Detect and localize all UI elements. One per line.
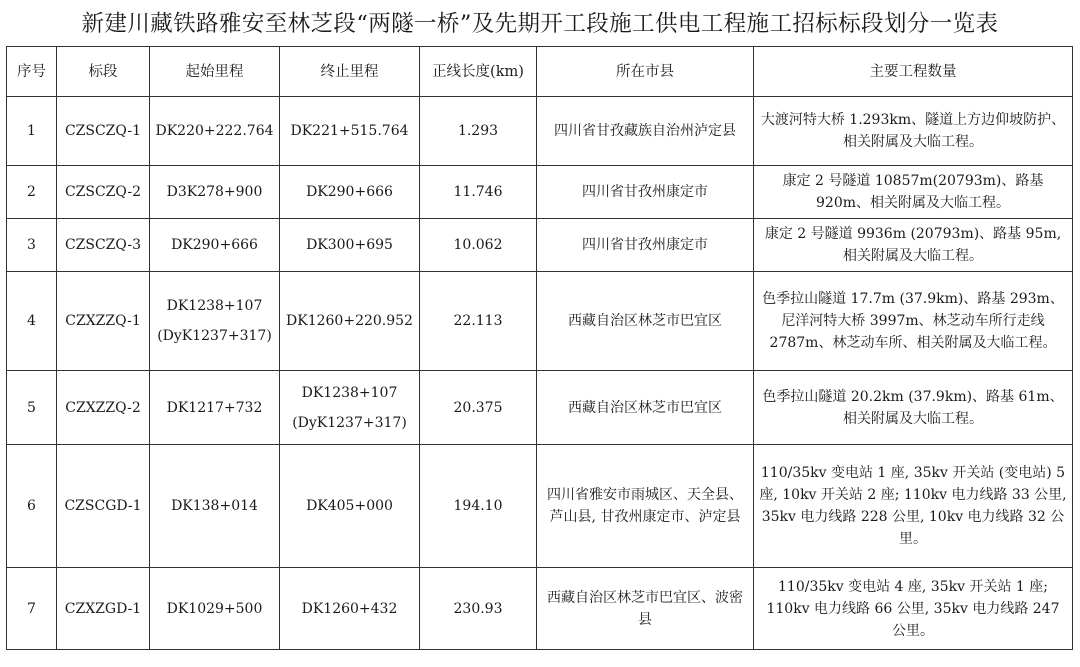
cell-end-main: DK1238+107	[301, 384, 398, 401]
cell-start	[150, 166, 280, 219]
cell-length: 11.746	[420, 166, 537, 219]
cell-start	[150, 371, 280, 445]
header-end: 终止里程	[280, 47, 420, 97]
cell-work: 大渡河特大桥 1.293km、隧道上方边仰坡防护、相关附属及大临工程。	[754, 97, 1073, 166]
cell-work: 康定 2 号隧道 10857m(20793m)、路基 920m、相关附属及大临工程。	[754, 166, 1073, 219]
bid-sections-table	[6, 46, 1073, 650]
cell-end	[280, 568, 420, 650]
table-header-row	[7, 47, 1073, 97]
cell-county: 四川省甘孜州康定市	[537, 166, 754, 219]
cell-section: CZSCZQ-3	[57, 219, 150, 272]
cell-length: 1.293	[420, 97, 537, 166]
header-start: 起始里程	[150, 47, 280, 97]
cell-county: 四川省甘孜州康定市	[537, 219, 754, 272]
table-row	[7, 97, 1073, 166]
cell-start-main: DK220+222.764	[155, 123, 274, 139]
cell-section: CZXZZQ-2	[57, 371, 150, 445]
cell-county: 西藏自治区林芝市巴宜区	[537, 272, 754, 371]
cell-county: 西藏自治区林芝市巴宜区、波密县	[537, 568, 754, 650]
cell-work: 康定 2 号隧道 9936m (20793m)、路基 95m, 相关附属及大临工程。	[754, 219, 1073, 272]
cell-seq: 4	[7, 272, 57, 371]
cell-end-alt: (DyK1237+317)	[292, 414, 407, 431]
cell-section: CZXZGD-1	[57, 568, 150, 650]
page-title: 新建川藏铁路雅安至林芝段“两隧一桥”及先期开工段施工供电工程施工招标标段划分一览表	[81, 11, 999, 37]
table-row	[7, 568, 1073, 650]
cell-start-main: DK138+014	[171, 498, 258, 514]
cell-start	[150, 272, 280, 371]
cell-end	[280, 166, 420, 219]
cell-end-main: DK290+666	[306, 184, 393, 200]
cell-end-main: DK300+695	[306, 237, 393, 253]
cell-county: 西藏自治区林芝市巴宜区	[537, 371, 754, 445]
cell-end	[280, 371, 420, 445]
cell-seq: 5	[7, 371, 57, 445]
table-row	[7, 371, 1073, 445]
cell-start	[150, 97, 280, 166]
cell-length: 194.10	[420, 445, 537, 568]
cell-length: 22.113	[420, 272, 537, 371]
cell-seq: 7	[7, 568, 57, 650]
cell-section: CZSCGD-1	[57, 445, 150, 568]
header-length: 正线长度(km)	[420, 47, 537, 97]
header-county: 所在市县	[537, 47, 754, 97]
cell-seq: 2	[7, 166, 57, 219]
cell-end-main: DK1260+220.952	[286, 313, 413, 329]
table-row	[7, 445, 1073, 568]
cell-work: 110/35kv 变电站 4 座, 35kv 开关站 1 座; 110kv 电力线路 66 公里, 35kv 电力线路 247 公里。	[754, 568, 1073, 650]
cell-start-main: D3K278+900	[166, 184, 263, 200]
header-work: 主要工程数量	[754, 47, 1073, 97]
cell-work: 色季拉山隧道 17.7m (37.9km)、路基 293m、尼洋河特大桥 3997m、林芝动车所行走线 2787m、林芝动车所、相关附属及大临工程。	[754, 272, 1073, 371]
cell-start-alt: (DyK1237+317)	[157, 328, 272, 344]
cell-county: 四川省雅安市雨城区、天全县、芦山县, 甘孜州康定市、泸定县	[537, 445, 754, 568]
cell-start-main: DK1238+107	[166, 298, 263, 314]
cell-seq: 3	[7, 219, 57, 272]
cell-length: 230.93	[420, 568, 537, 650]
cell-length: 10.062	[420, 219, 537, 272]
table-row	[7, 219, 1073, 272]
cell-end	[280, 97, 420, 166]
cell-start-main: DK1029+500	[166, 600, 263, 617]
cell-start	[150, 219, 280, 272]
cell-end-main: DK405+000	[306, 498, 393, 514]
cell-start	[150, 568, 280, 650]
cell-seq: 6	[7, 445, 57, 568]
table-row	[7, 166, 1073, 219]
cell-work: 色季拉山隧道 20.2km (37.9km)、路基 61m、相关附属及大临工程。	[754, 371, 1073, 445]
cell-end	[280, 272, 420, 371]
cell-work: 110/35kv 变电站 1 座, 35kv 开关站 (变电站) 5 座, 10kv 开关站 2 座; 110kv 电力线路 33 公里, 35kv 电力线路 228 公里, 10kv 电力线路 32 公里。	[754, 445, 1073, 568]
cell-section: CZSCZQ-2	[57, 166, 150, 219]
cell-end	[280, 445, 420, 568]
cell-start-main: DK290+666	[171, 237, 258, 253]
cell-section: CZXZZQ-1	[57, 272, 150, 371]
header-section: 标段	[57, 47, 150, 97]
header-seq: 序号	[7, 47, 57, 97]
table-row	[7, 272, 1073, 371]
cell-section: CZSCZQ-1	[57, 97, 150, 166]
cell-county: 四川省甘孜藏族自治州泸定县	[537, 97, 754, 166]
cell-length: 20.375	[420, 371, 537, 445]
cell-start-main: DK1217+732	[166, 399, 263, 416]
cell-end-main: DK1260+432	[301, 600, 398, 617]
cell-end	[280, 219, 420, 272]
cell-start	[150, 445, 280, 568]
cell-seq: 1	[7, 97, 57, 166]
cell-end-main: DK221+515.764	[290, 123, 409, 139]
